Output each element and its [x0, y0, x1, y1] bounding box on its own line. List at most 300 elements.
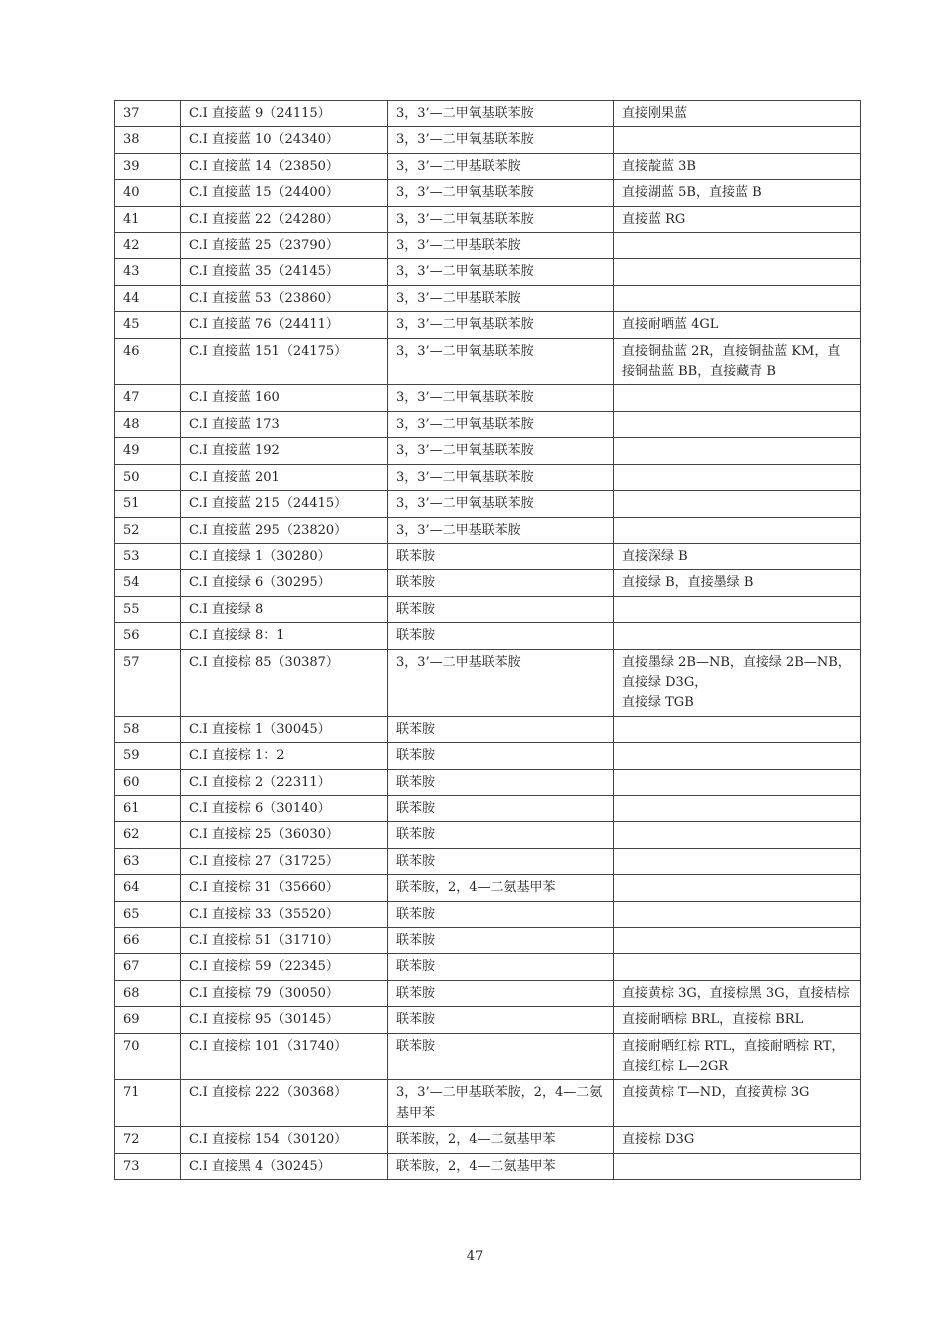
cell-amine — [388, 1007, 614, 1033]
cell-amine — [388, 464, 614, 490]
cell-alias — [614, 928, 861, 954]
cell-dye-name-text: C.I 直接蓝 9（24115） — [189, 106, 331, 121]
cell-amine-text: 联苯胺，2，4—二氨基甲苯 — [396, 1132, 556, 1148]
table-row — [115, 127, 861, 153]
cell-dye-name — [181, 259, 388, 285]
cell-number — [115, 385, 181, 411]
cell-amine — [388, 1033, 614, 1080]
cell-alias — [614, 259, 861, 285]
cell-amine — [388, 338, 614, 385]
cell-number-text: 49 — [123, 443, 140, 459]
cell-number-text: 37 — [123, 106, 140, 121]
cell-dye-name — [181, 623, 388, 649]
cell-alias-text: 直接湖蓝 5B，直接蓝 B — [622, 185, 762, 201]
cell-alias — [614, 180, 861, 206]
cell-amine — [388, 385, 614, 411]
cell-amine — [388, 101, 614, 127]
cell-dye-name-text: C.I 直接蓝 53（23860） — [189, 290, 339, 306]
cell-dye-name-text: C.I 直接蓝 151（24175） — [189, 343, 348, 359]
cell-dye-name — [181, 570, 388, 596]
cell-alias — [614, 285, 861, 311]
cell-number — [115, 1153, 181, 1179]
table-row — [115, 769, 861, 795]
cell-alias-text: 直接深绿 B — [622, 548, 688, 564]
table-row — [115, 795, 861, 821]
cell-amine — [388, 980, 614, 1006]
cell-amine-text: 3，3’—二甲氧基联苯胺 — [396, 443, 534, 459]
cell-number — [115, 1080, 181, 1127]
cell-number-text: 44 — [123, 290, 140, 306]
cell-number — [115, 848, 181, 874]
cell-amine-text: 联苯胺 — [396, 800, 436, 816]
cell-amine-text: 3，3’—二甲氧基联苯胺 — [396, 106, 534, 121]
cell-alias-text: 直接铜盐蓝 2R，直接铜盐蓝 KM，直接铜盐蓝 BB，直接藏青 B — [622, 343, 841, 380]
cell-amine — [388, 312, 614, 338]
table-row — [115, 101, 861, 127]
cell-alias — [614, 848, 861, 874]
cell-dye-name — [181, 385, 388, 411]
cell-number-text: 70 — [123, 1038, 140, 1054]
table-row — [115, 596, 861, 622]
cell-amine — [388, 1080, 614, 1127]
cell-amine — [388, 623, 614, 649]
cell-number — [115, 312, 181, 338]
cell-amine-text: 联苯胺 — [396, 827, 436, 843]
cell-alias — [614, 233, 861, 259]
cell-dye-name — [181, 464, 388, 490]
cell-number — [115, 101, 181, 127]
cell-number — [115, 233, 181, 259]
cell-amine — [388, 285, 614, 311]
cell-dye-name — [181, 875, 388, 901]
cell-amine-text: 联苯胺 — [396, 601, 436, 617]
cell-amine-text: 3，3’—二甲基联苯胺 — [396, 290, 521, 306]
cell-dye-name-text: C.I 直接棕 1（30045） — [189, 721, 331, 737]
cell-amine-text: 3，3’—二甲氧基联苯胺 — [396, 317, 534, 333]
cell-amine-text: 联苯胺 — [396, 748, 436, 764]
cell-number-text: 56 — [123, 628, 140, 644]
table-row — [115, 743, 861, 769]
cell-alias-text: 直接墨绿 2B—NB，直接绿 2B—NB，直接绿 D3G， — [622, 654, 851, 690]
cell-dye-name-text: C.I 直接棕 59（22345） — [189, 959, 339, 975]
cell-alias — [614, 1127, 861, 1153]
cell-number-text: 60 — [123, 774, 140, 790]
cell-alias-text: 直接黄棕 T—ND，直接黄棕 3G — [622, 1085, 810, 1101]
cell-number — [115, 153, 181, 179]
cell-dye-name — [181, 769, 388, 795]
table-row — [115, 411, 861, 437]
table-row — [115, 1153, 861, 1179]
cell-amine — [388, 180, 614, 206]
cell-amine-text: 联苯胺 — [396, 575, 436, 591]
cell-alias — [614, 570, 861, 596]
cell-dye-name — [181, 795, 388, 821]
cell-alias — [614, 795, 861, 821]
cell-dye-name-text: C.I 直接棕 6（30140） — [189, 800, 331, 816]
cell-dye-name-text: C.I 直接绿 1（30280） — [189, 548, 331, 564]
cell-amine — [388, 570, 614, 596]
cell-number-text: 47 — [123, 390, 140, 406]
cell-alias-text: 直接蓝 RG — [622, 211, 686, 227]
table-row — [115, 570, 861, 596]
cell-amine — [388, 795, 614, 821]
cell-alias — [614, 411, 861, 437]
cell-dye-name — [181, 716, 388, 742]
cell-number-text: 62 — [123, 827, 140, 843]
cell-dye-name — [181, 1127, 388, 1153]
cell-alias — [614, 517, 861, 543]
cell-amine-text: 3，3’—二甲氧基联苯胺 — [396, 469, 534, 485]
cell-number — [115, 1033, 181, 1080]
cell-number — [115, 438, 181, 464]
cell-amine — [388, 743, 614, 769]
cell-amine — [388, 822, 614, 848]
cell-number — [115, 411, 181, 437]
table-row — [115, 206, 861, 232]
cell-alias — [614, 954, 861, 980]
cell-dye-name — [181, 649, 388, 716]
cell-amine-text: 联苯胺 — [396, 933, 436, 948]
page-number: 47 — [466, 1249, 484, 1264]
cell-dye-name — [181, 491, 388, 517]
cell-dye-name — [181, 153, 388, 179]
cell-number-text: 53 — [123, 548, 140, 564]
cell-number — [115, 928, 181, 954]
cell-number — [115, 517, 181, 543]
cell-alias — [614, 127, 861, 153]
cell-dye-name-text: C.I 直接棕 154（30120） — [189, 1132, 348, 1148]
cell-alias — [614, 980, 861, 1006]
cell-number-text: 55 — [123, 601, 140, 617]
cell-dye-name-text: C.I 直接棕 51（31710） — [189, 933, 339, 948]
cell-dye-name-text: C.I 直接棕 79（30050） — [189, 985, 339, 1001]
cell-number — [115, 338, 181, 385]
cell-dye-name-text: C.I 直接棕 31（35660） — [189, 880, 339, 896]
table-row — [115, 464, 861, 490]
cell-alias — [614, 1033, 861, 1080]
cell-dye-name — [181, 543, 388, 569]
cell-number-text: 38 — [123, 132, 140, 148]
cell-amine-text: 联苯胺 — [396, 906, 436, 922]
cell-alias-text: 直接刚果蓝 — [622, 106, 688, 121]
cell-dye-name-text: C.I 直接蓝 160 — [189, 390, 280, 406]
table-row — [115, 901, 861, 927]
cell-number-text: 72 — [123, 1132, 140, 1148]
cell-amine-text: 3，3’—二甲氧基联苯胺 — [396, 185, 534, 201]
cell-dye-name-text: C.I 直接棕 85（30387） — [189, 654, 339, 670]
cell-dye-name-text: C.I 直接蓝 295（23820） — [189, 522, 348, 538]
cell-amine — [388, 901, 614, 927]
cell-dye-name-text: C.I 直接蓝 15（24400） — [189, 185, 339, 201]
cell-alias — [614, 153, 861, 179]
cell-amine — [388, 1127, 614, 1153]
table-row — [115, 517, 861, 543]
cell-amine — [388, 1153, 614, 1179]
table-row — [115, 928, 861, 954]
cell-amine — [388, 596, 614, 622]
cell-number-text: 48 — [123, 416, 140, 432]
cell-dye-name-text: C.I 直接蓝 76（24411） — [189, 317, 339, 333]
cell-amine-text: 联苯胺 — [396, 959, 436, 975]
cell-alias — [614, 716, 861, 742]
cell-number-text: 54 — [123, 575, 140, 591]
cell-dye-name — [181, 743, 388, 769]
cell-alias — [614, 901, 861, 927]
cell-dye-name-text: C.I 直接棕 2（22311） — [189, 774, 331, 790]
cell-dye-name — [181, 233, 388, 259]
cell-dye-name-text: C.I 直接棕 33（35520） — [189, 906, 339, 922]
cell-amine — [388, 649, 614, 716]
cell-dye-name — [181, 954, 388, 980]
cell-number-text: 40 — [123, 185, 140, 201]
table-row — [115, 153, 861, 179]
cell-dye-name-text: C.I 直接棕 95（30145） — [189, 1012, 339, 1028]
cell-alias — [614, 338, 861, 385]
table-row — [115, 980, 861, 1006]
cell-alias — [614, 1153, 861, 1179]
cell-number — [115, 543, 181, 569]
cell-dye-name — [181, 438, 388, 464]
cell-alias — [614, 206, 861, 232]
table-row — [115, 491, 861, 517]
cell-alias-text-line2: 直接绿 TGB — [622, 695, 694, 711]
cell-dye-name-text: C.I 直接棕 222（30368） — [189, 1085, 348, 1101]
cell-dye-name-text: C.I 直接蓝 215（24415） — [189, 496, 348, 512]
cell-amine-text: 3，3’—二甲基联苯胺 — [396, 522, 521, 538]
cell-dye-name — [181, 980, 388, 1006]
cell-dye-name — [181, 1153, 388, 1179]
cell-amine-text: 3，3’—二甲基联苯胺，2，4—二氨基甲苯 — [396, 1085, 603, 1121]
table-row — [115, 1033, 861, 1080]
table-row — [115, 438, 861, 464]
cell-amine-text: 联苯胺，2，4—二氨基甲苯 — [396, 880, 556, 896]
cell-amine — [388, 491, 614, 517]
cell-alias-text: 直接耐晒红棕 RTL，直接耐晒棕 RT，直接红棕 L—2GR — [622, 1038, 845, 1075]
cell-number — [115, 795, 181, 821]
cell-number — [115, 954, 181, 980]
cell-number — [115, 743, 181, 769]
cell-alias — [614, 385, 861, 411]
cell-dye-name-text: C.I 直接绿 8 — [189, 601, 264, 617]
cell-alias — [614, 101, 861, 127]
cell-dye-name-text: C.I 直接棕 1：2 — [189, 748, 285, 764]
cell-number — [115, 875, 181, 901]
table-row — [115, 875, 861, 901]
table-row — [115, 312, 861, 338]
cell-amine-text: 联苯胺 — [396, 1012, 436, 1028]
cell-dye-name-text: C.I 直接棕 101（31740） — [189, 1038, 348, 1054]
cell-dye-name-text: C.I 直接棕 25（36030） — [189, 827, 339, 843]
cell-number-text: 68 — [123, 985, 140, 1001]
cell-number-text: 57 — [123, 654, 140, 670]
cell-amine-text: 联苯胺，2，4—二氨基甲苯 — [396, 1158, 556, 1174]
table-row — [115, 623, 861, 649]
cell-number — [115, 901, 181, 927]
table-row — [115, 716, 861, 742]
cell-dye-name — [181, 822, 388, 848]
cell-dye-name-text: C.I 直接绿 8：1 — [189, 628, 285, 644]
cell-number-text: 71 — [123, 1085, 140, 1101]
cell-number — [115, 180, 181, 206]
cell-number — [115, 623, 181, 649]
cell-amine — [388, 127, 614, 153]
cell-alias — [614, 743, 861, 769]
table-row — [115, 1080, 861, 1127]
cell-alias-text: 直接耐晒棕 BRL，直接棕 BRL — [622, 1012, 804, 1028]
cell-number — [115, 980, 181, 1006]
cell-dye-name — [181, 101, 388, 127]
cell-dye-name-text: C.I 直接蓝 10（24340） — [189, 132, 339, 148]
cell-dye-name — [181, 338, 388, 385]
cell-dye-name — [181, 206, 388, 232]
cell-number — [115, 570, 181, 596]
cell-dye-name — [181, 517, 388, 543]
cell-amine-text: 3，3’—二甲氧基联苯胺 — [396, 343, 534, 359]
table-row — [115, 543, 861, 569]
cell-alias — [614, 312, 861, 338]
cell-amine-text: 联苯胺 — [396, 721, 436, 737]
cell-dye-name — [181, 928, 388, 954]
cell-amine-text: 3，3’—二甲氧基联苯胺 — [396, 390, 534, 406]
cell-number-text: 66 — [123, 933, 140, 948]
cell-number-text: 64 — [123, 880, 140, 896]
cell-number — [115, 491, 181, 517]
cell-dye-name — [181, 848, 388, 874]
cell-number — [115, 1007, 181, 1033]
table-row — [115, 1127, 861, 1153]
cell-amine-text: 联苯胺 — [396, 853, 436, 869]
cell-alias — [614, 649, 861, 716]
table-row — [115, 285, 861, 311]
cell-amine-text: 联苯胺 — [396, 774, 436, 790]
cell-alias-text: 直接靛蓝 3B — [622, 158, 696, 174]
cell-alias — [614, 1080, 861, 1127]
cell-number-text: 41 — [123, 211, 140, 227]
dye-table-body — [115, 101, 861, 1180]
cell-number — [115, 285, 181, 311]
table-row — [115, 385, 861, 411]
cell-number-text: 59 — [123, 748, 140, 764]
cell-alias-text: 直接耐晒蓝 4GL — [622, 317, 719, 333]
cell-amine — [388, 411, 614, 437]
cell-alias — [614, 875, 861, 901]
cell-amine-text: 3，3’—二甲氧基联苯胺 — [396, 211, 534, 227]
cell-number-text: 50 — [123, 469, 140, 485]
cell-number — [115, 716, 181, 742]
cell-number-text: 52 — [123, 522, 140, 538]
cell-amine — [388, 848, 614, 874]
cell-number-text: 45 — [123, 317, 140, 333]
cell-amine — [388, 716, 614, 742]
cell-amine-text: 3，3’—二甲基联苯胺 — [396, 654, 521, 670]
cell-alias — [614, 491, 861, 517]
cell-dye-name-text: C.I 直接蓝 14（23850） — [189, 158, 339, 174]
cell-amine — [388, 153, 614, 179]
cell-amine — [388, 954, 614, 980]
cell-alias-text: 直接棕 D3G — [622, 1132, 695, 1148]
cell-amine — [388, 928, 614, 954]
cell-amine-text: 3，3’—二甲氧基联苯胺 — [396, 264, 534, 280]
cell-amine-text: 联苯胺 — [396, 985, 436, 1001]
cell-number-text: 63 — [123, 853, 140, 869]
cell-dye-name — [181, 1007, 388, 1033]
cell-number-text: 46 — [123, 343, 140, 359]
cell-number — [115, 127, 181, 153]
cell-dye-name — [181, 285, 388, 311]
cell-dye-name — [181, 127, 388, 153]
cell-amine — [388, 543, 614, 569]
cell-amine — [388, 769, 614, 795]
cell-amine-text: 3，3’—二甲基联苯胺 — [396, 238, 521, 254]
cell-number-text: 67 — [123, 959, 140, 975]
cell-number — [115, 464, 181, 490]
cell-alias — [614, 623, 861, 649]
table-row — [115, 180, 861, 206]
cell-dye-name-text: C.I 直接蓝 35（24145） — [189, 264, 339, 280]
cell-dye-name-text: C.I 直接蓝 173 — [189, 416, 280, 432]
cell-number-text: 65 — [123, 906, 140, 922]
cell-amine-text: 3，3’—二甲氧基联苯胺 — [396, 496, 534, 512]
cell-amine — [388, 233, 614, 259]
cell-dye-name — [181, 180, 388, 206]
table-row — [115, 259, 861, 285]
cell-dye-name — [181, 1080, 388, 1127]
cell-alias — [614, 822, 861, 848]
cell-number-text: 39 — [123, 158, 140, 174]
cell-amine — [388, 206, 614, 232]
cell-alias — [614, 464, 861, 490]
cell-dye-name — [181, 312, 388, 338]
cell-amine-text: 3，3’—二甲氧基联苯胺 — [396, 416, 534, 432]
cell-number-text: 43 — [123, 264, 140, 280]
cell-amine-text: 联苯胺 — [396, 548, 436, 564]
cell-number — [115, 822, 181, 848]
cell-number-text: 51 — [123, 496, 140, 512]
cell-alias — [614, 543, 861, 569]
table-row — [115, 649, 861, 716]
cell-amine-text: 3，3’—二甲氧基联苯胺 — [396, 132, 534, 148]
cell-alias — [614, 1007, 861, 1033]
cell-number — [115, 259, 181, 285]
cell-dye-name-text: C.I 直接蓝 25（23790） — [189, 238, 339, 254]
cell-dye-name-text: C.I 直接蓝 192 — [189, 443, 280, 459]
cell-dye-name — [181, 596, 388, 622]
cell-dye-name — [181, 901, 388, 927]
cell-amine-text: 联苯胺 — [396, 1038, 436, 1054]
table-row — [115, 233, 861, 259]
cell-alias — [614, 438, 861, 464]
cell-amine — [388, 517, 614, 543]
cell-dye-name-text: C.I 直接黑 4（30245） — [189, 1158, 331, 1174]
cell-alias-text: 直接绿 B，直接墨绿 B — [622, 575, 754, 591]
cell-number — [115, 1127, 181, 1153]
cell-amine — [388, 259, 614, 285]
cell-number-text: 69 — [123, 1012, 140, 1028]
cell-alias — [614, 596, 861, 622]
table-row — [115, 848, 861, 874]
cell-dye-name-text: C.I 直接绿 6（30295） — [189, 575, 331, 591]
cell-number-text: 58 — [123, 721, 140, 737]
cell-number-text: 42 — [123, 238, 140, 254]
cell-dye-name-text: C.I 直接蓝 22（24280） — [189, 211, 339, 227]
table-row — [115, 954, 861, 980]
cell-amine — [388, 438, 614, 464]
cell-number — [115, 596, 181, 622]
cell-dye-name — [181, 1033, 388, 1080]
cell-amine — [388, 875, 614, 901]
cell-number-text: 61 — [123, 800, 140, 816]
table-row — [115, 338, 861, 385]
